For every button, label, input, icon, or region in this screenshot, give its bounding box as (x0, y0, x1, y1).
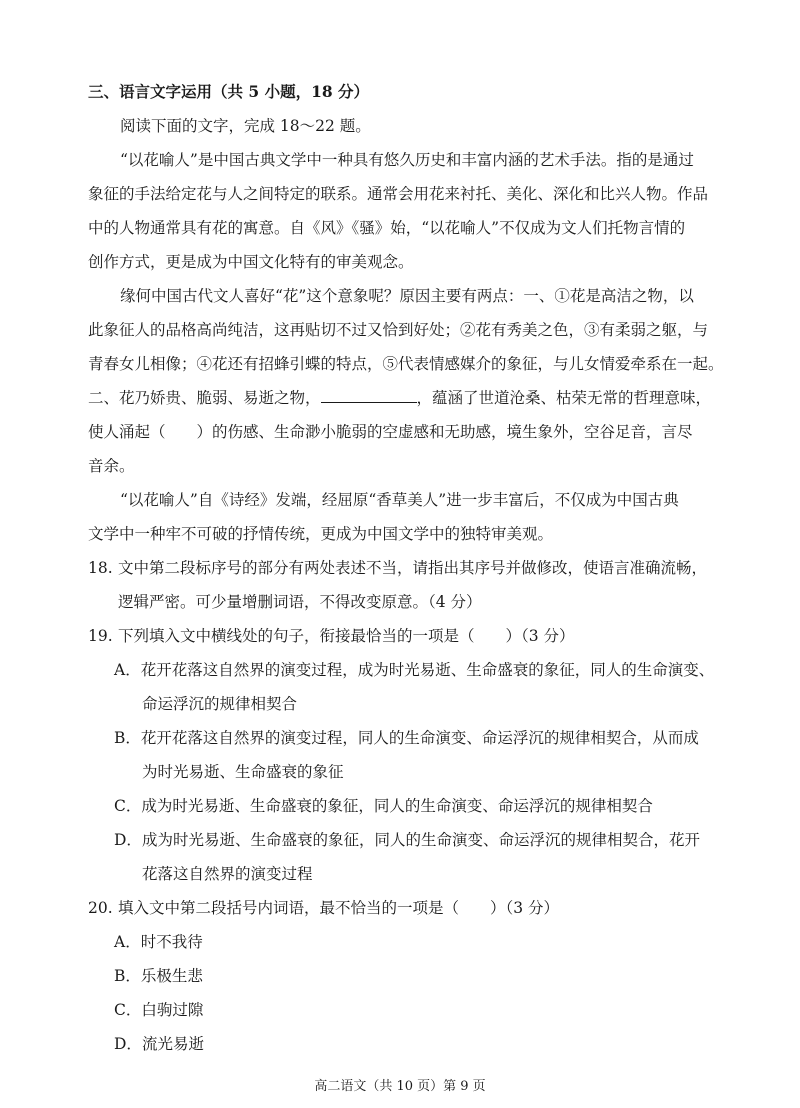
option-text: 时不我待 (140, 933, 203, 951)
question-20 (88, 898, 559, 918)
option-letter: C． (114, 1001, 142, 1019)
question-18 (88, 558, 707, 578)
passage-p1-line2: 象征的手法给定花与人之间特定的联系。通常会用花来衬托、美化、深化和比兴人物。作品 (88, 185, 709, 203)
option-text: 白驹过隙 (141, 1001, 204, 1019)
passage-p1-line4: 创作方式，更是成为中国文化特有的审美观念。 (88, 253, 414, 271)
passage-p2-line3: 青春女儿相像；④花还有招蜂引蝶的特点，⑤代表情感媒介的象征，与儿女情爱牵系在一起。 (88, 355, 724, 373)
question-text: 下列填入文中横线处的句子，衔接最恰当的一项是（ ）（3 分） (118, 627, 575, 645)
question-19 (88, 626, 575, 646)
option-19-a-cont: 命运浮沉的规律相契合 (142, 695, 298, 713)
question-number: 18. (88, 559, 113, 577)
option-19-b-cont: 为时光易逝、生命盛衰的象征 (142, 763, 344, 781)
option-letter: D． (114, 831, 142, 849)
option-20-b (114, 966, 203, 986)
passage-p2-line6: 音余。 (88, 457, 135, 475)
passage-p1-line1: “以花喻人”是中国古典文学中一种具有悠久历史和丰富内涵的艺术手法。指的是通过 (120, 151, 694, 169)
passage-p2-line4-post: ，蕴涵了世道沧桑、枯荣无常的哲理意味， (416, 389, 712, 407)
option-text: 成为时光易逝、生命盛衰的象征，同人的生命演变、命运浮沉的规律相契合，花开 (141, 831, 700, 849)
option-letter: A． (114, 661, 141, 679)
option-letter: B． (114, 729, 141, 747)
passage-p2-line2: 此象征人的品格高尚纯洁，这再贴切不过又恰到好处；②花有秀美之色，③有柔弱之躯，与 (88, 321, 709, 339)
question-number: 20. (88, 899, 113, 917)
question-text: 填入文中第二段括号内词语，最不恰当的一项是（ ）（3 分） (118, 899, 560, 917)
option-19-a (114, 660, 714, 680)
question-text: 文中第二段标序号的部分有两处表述不当，请指出其序号并做修改，使语言准确流畅， (118, 559, 708, 577)
passage-p2-line4 (88, 388, 711, 408)
option-text: 花开花落这自然界的演变过程，同人的生命演变、命运浮沉的规律相契合，从而成 (140, 729, 699, 747)
passage-p3-line1: “以花喻人”自《诗经》发端，经屈原“香草美人”进一步丰富后，不仅成为中国古典 (120, 491, 679, 509)
option-20-c (114, 1000, 203, 1020)
passage-p1-line3: 中的人物通常具有花的寓意。自《风》《骚》始，“以花喻人”不仅成为文人们托物言情的 (88, 219, 686, 237)
option-text: 流光易逝 (141, 1035, 204, 1053)
passage-p2-line5: 使人涌起（ ）的伤感、生命渺小脆弱的空虚感和无助感，境生象外，空谷足音，言尽 (88, 423, 693, 441)
passage-p2-line1: 缘何中国古代文人喜好“花”这个意象呢？原因主要有两点：一、①花是高洁之物，以 (120, 287, 694, 305)
option-20-a (114, 932, 203, 952)
question-number: 19. (88, 627, 113, 645)
question-18-line2: 逻辑严密。可少量增删词语，不得改变原意。（4 分） (118, 593, 482, 611)
instruction: 阅读下面的文字，完成 18～22 题。 (120, 117, 371, 135)
option-text: 成为时光易逝、生命盛衰的象征，同人的生命演变、命运浮沉的规律相契合 (141, 797, 653, 815)
option-text: 花开花落这自然界的演变过程，成为时光易逝、生命盛衰的象征，同人的生命演变、 (140, 661, 715, 679)
option-19-b (114, 728, 699, 748)
option-20-d (114, 1034, 204, 1054)
option-letter: A． (114, 933, 141, 951)
option-19-d-cont: 花落这自然界的演变过程 (142, 865, 313, 883)
option-letter: D． (114, 1035, 142, 1053)
option-19-c (114, 796, 653, 816)
option-19-d (114, 830, 700, 850)
section-title: 三、语言文字运用（共 5 小题，18 分） (88, 82, 370, 101)
page-footer: 高二语文（共 10 页）第 9 页 (314, 1079, 486, 1094)
option-letter: B． (114, 967, 141, 985)
passage-p2-line4-pre: 二、花乃娇贵、脆弱、易逝之物， (88, 389, 321, 407)
option-letter: C． (114, 797, 142, 815)
passage-p3-line2: 文学中一种牢不可破的抒情传统，更成为中国文学中的独特审美观。 (88, 525, 554, 543)
fill-blank-line (321, 388, 417, 403)
option-text: 乐极生悲 (140, 967, 203, 985)
